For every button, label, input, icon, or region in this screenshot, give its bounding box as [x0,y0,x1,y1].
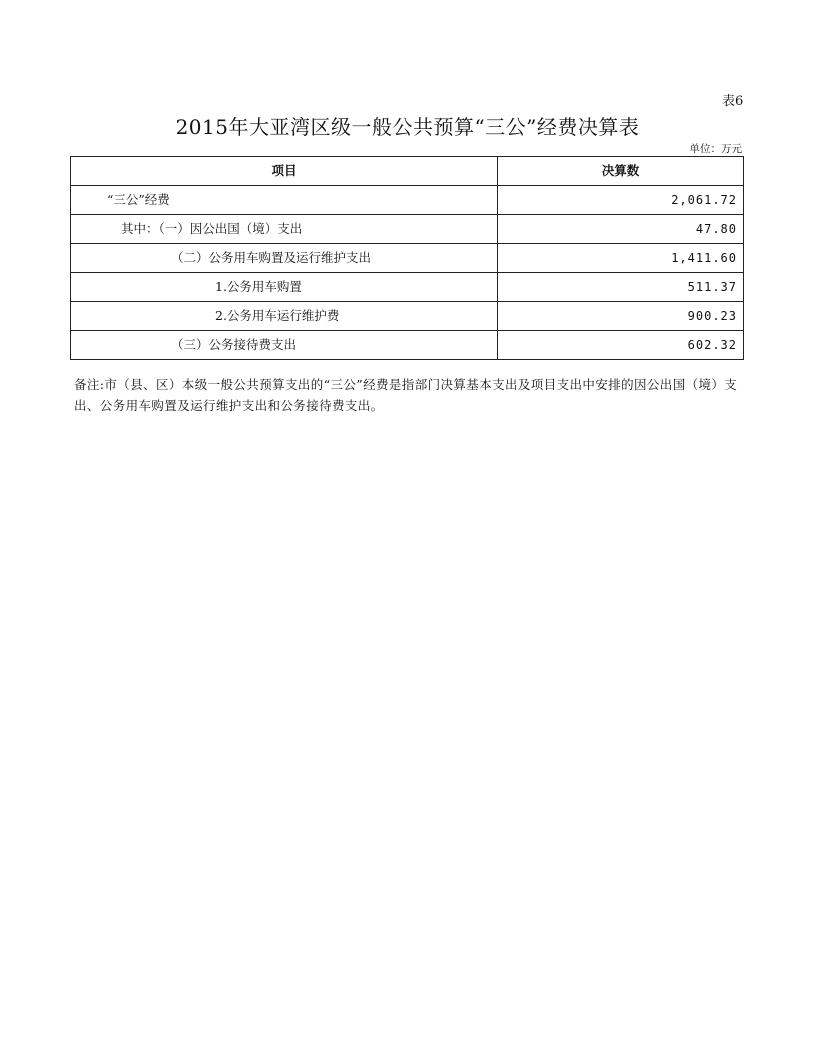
unit-label: 单位：万元 [689,143,742,155]
table-header-row [71,157,744,186]
footnote: 备注:市（县、区）本级一般公共预算支出的“三公”经费是指部门决算基本支出及项目支出中安排的因公出国（境）支出、公务用车购置及运行维护支出和公务接待费支出。 [74,377,738,413]
row-label: （二）公务用车购置及运行维护支出 [71,244,498,273]
row-label: 2.公务用车运行维护费 [71,302,498,331]
table-row [71,215,744,244]
row-value: 602.32 [498,331,744,360]
table-row [71,331,744,360]
table-number: 表6 [722,94,744,109]
table-row [71,244,744,273]
row-label: 1.公务用车购置 [71,273,498,302]
column-header-amount: 决算数 [498,157,744,186]
budget-table [70,156,744,360]
row-label: （三）公务接待费支出 [71,331,498,360]
row-label: 其中：（一）因公出国（境）支出 [71,215,498,244]
page-title: 2015年大亚湾区级一般公共预算“三公”经费决算表 [175,115,640,139]
column-header-item: 项目 [71,157,498,186]
row-value: 511.37 [498,273,744,302]
table-row [71,186,744,215]
table-row [71,302,744,331]
row-value: 2,061.72 [498,186,744,215]
row-label: “三公”经费 [71,186,498,215]
table-row [71,273,744,302]
row-value: 47.80 [498,215,744,244]
row-value: 900.23 [498,302,744,331]
row-value: 1,411.60 [498,244,744,273]
